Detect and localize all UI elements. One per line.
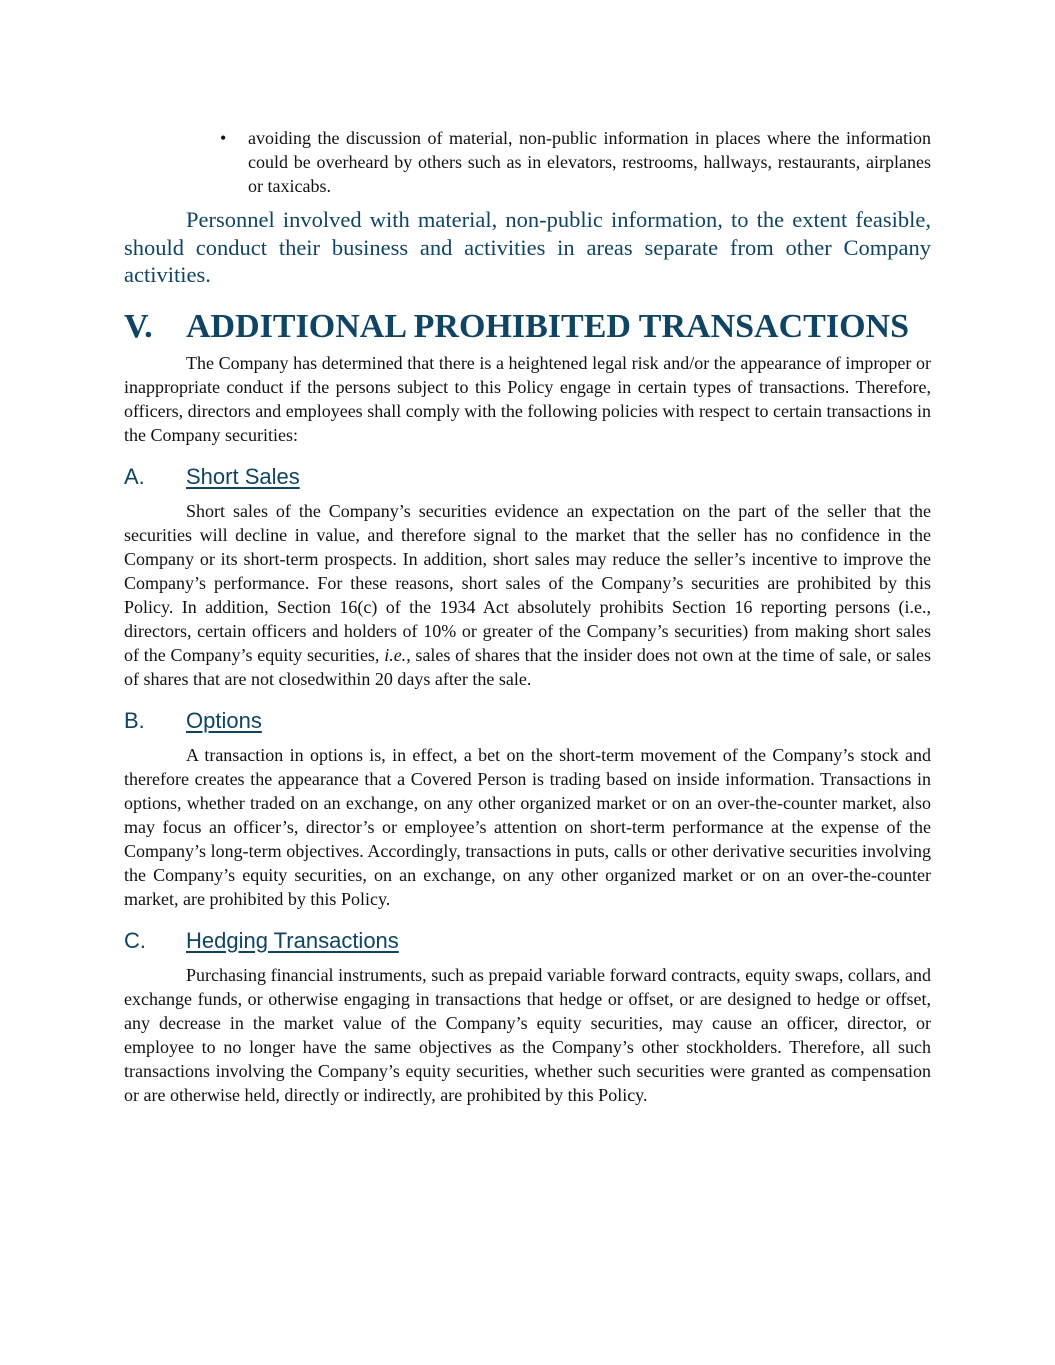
paragraph-text: , sales of shares that the insider does not own at the time of sale, or sales of shares that are not closedwithin 20 days after the sale.: [124, 644, 931, 689]
bullet-item: [220, 126, 931, 198]
document-page: [124, 126, 931, 1107]
hedging-paragraph: Purchasing financial instruments, such as prepaid variable forward contracts, equity swaps, collars, and exchange funds, or otherwise engaging in transactions that hedge or offset, or are designed to hedge or offset, any decrease in the market value of the Company’s equity securities, may cause an officer, director, or employee to no longer have the same objectives as the Company’s other stockholders. Therefore, all such transactions involving the Company’s equity securities, whether such securities were granted as compensation or are otherwise held, directly or indirectly, are prohibited by this Policy.: [124, 964, 931, 1105]
bullet-text: avoiding the discussion of material, non-public information in places where the information could be overheard by others such as in elevators, restrooms, hallways, restaurants, airplanes or taxicabs.: [248, 128, 931, 196]
subsection-heading-hedging: [124, 927, 931, 955]
section-intro: The Company has determined that there is a heightened legal risk and/or the appearance of improper or inappropriate conduct if the persons subject to this Policy engage in certain types of transactions. Therefore, officers, directors and employees shall comply with the following policies with respect to certain transactions in the Company securities:: [124, 352, 931, 445]
subsection-title: Hedging Transactions: [186, 927, 399, 953]
subsection-number: B.: [124, 707, 145, 733]
bullet-icon: •: [220, 128, 227, 148]
subsection-number: C.: [124, 927, 146, 953]
section-number: V.: [124, 307, 153, 345]
subsection-title: Options: [186, 707, 262, 733]
options-paragraph: A transaction in options is, in effect, a bet on the short-term movement of the Company’s stock and therefore creates the appearance that a Covered Person is trading based on inside information. Transactions in options, whether traded on an exchange, on any other organized market or on an over-the-counter market, also may focus an officer’s, director’s or employee’s attention on short-term performance at the expense of the Company’s long-term objectives. Accordingly, transactions in puts, calls or other derivative securities involving the Company’s equity securities, on an exchange, on any other organized market or on an over-the-counter market, are prohibited by this Policy.: [124, 744, 931, 909]
section-heading: [124, 305, 931, 349]
subsection-title: Short Sales: [186, 463, 300, 489]
italic-text: i.e.: [384, 644, 407, 665]
lead-paragraph: Personnel involved with material, non-public information, to the extent feasible, should conduct their business and activities in areas separate from other Company activities.: [124, 207, 931, 287]
short-sales-paragraph: [124, 499, 931, 691]
paragraph-text: Short sales of the Company’s securities evidence an expectation on the part of the seller that the securities will decline in value, and therefore signal to the market that the seller has no confidence in the Company or its short-term prospects. In addition, short sales may reduce the seller’s incentive to improve the Company’s performance. For these reasons, short sales of the Company’s securities are prohibited by this Policy. In addition, Section 16(c) of the 1934 Act absolutely prohibits Section 16 reporting persons (i.e., directors, certain officers and holders of 10% or greater of the Company’s securities) from making short sales of the Company’s equity securities,: [124, 500, 931, 665]
section-title: ADDITIONAL PROHIBITED TRANSACTIONS: [186, 307, 909, 345]
subsection-heading-short-sales: [124, 463, 931, 491]
subsection-number: A.: [124, 463, 145, 489]
subsection-heading-options: [124, 707, 931, 735]
